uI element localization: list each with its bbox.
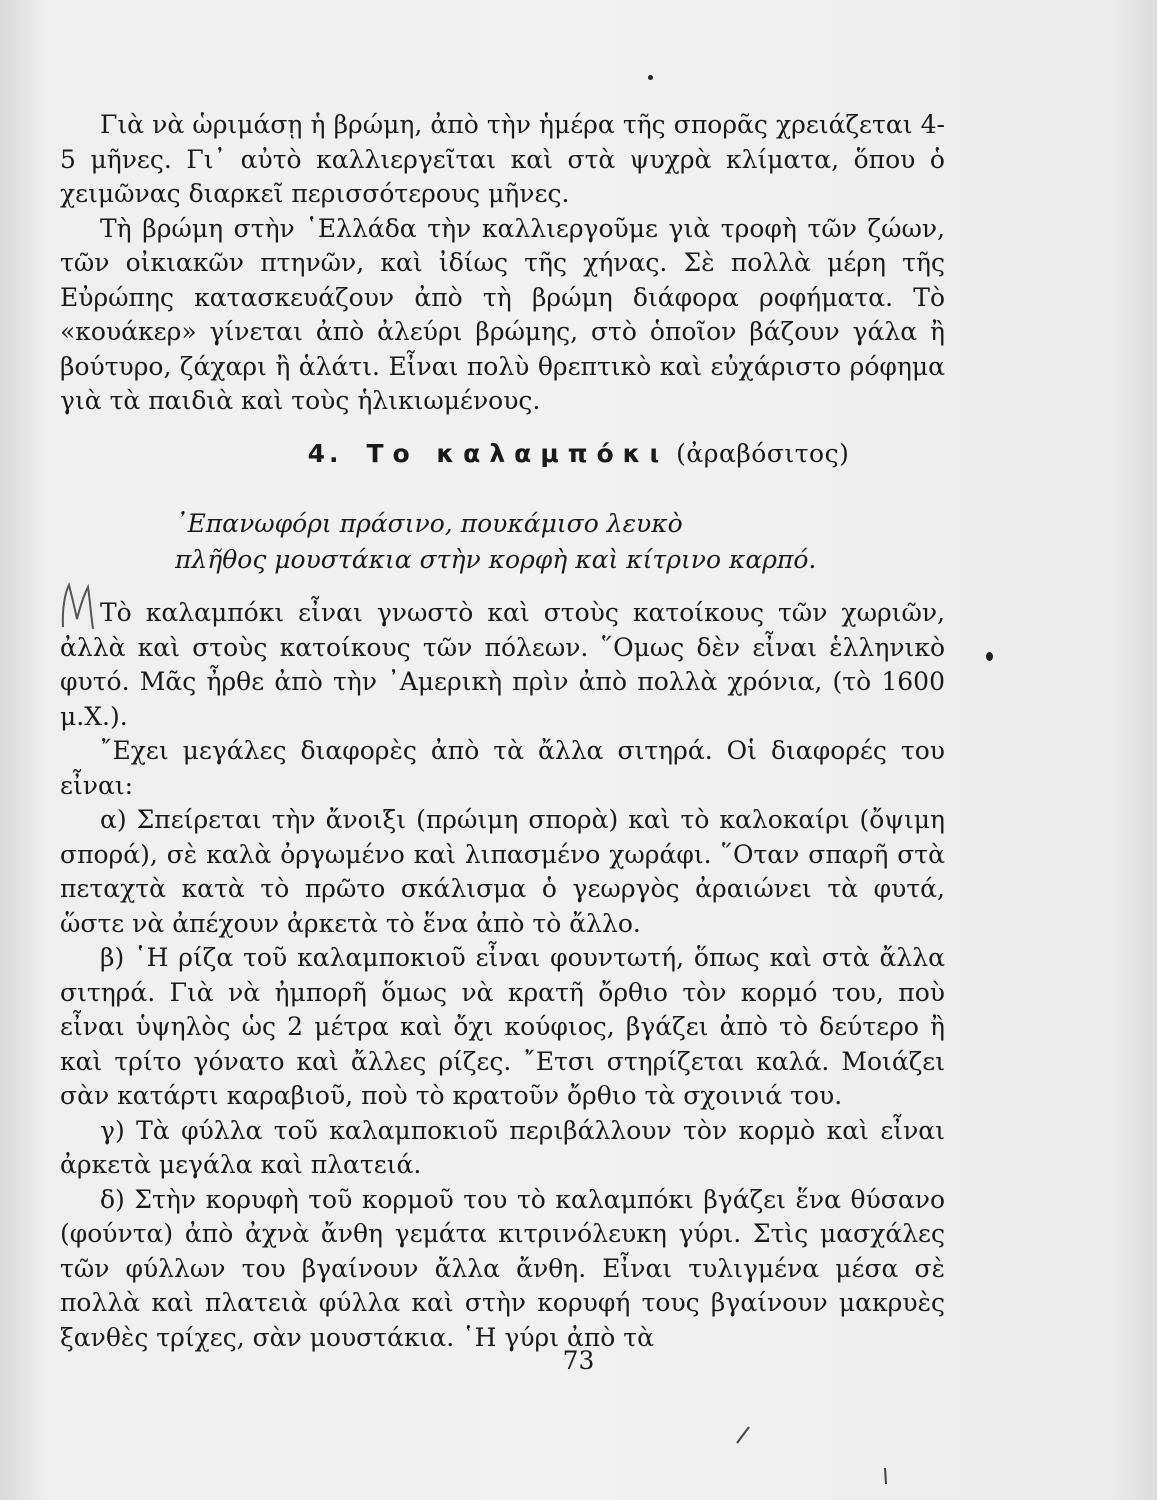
pencil-tick-icon: [880, 1466, 890, 1486]
paragraph: ῎Εχει μεγάλες διαφορὲς ἀπὸ τὰ ἄλλα σιτηρά. Οἱ διαφορές του εἶναι:: [60, 736, 945, 800]
section-title: Το καλαμπόκι: [366, 439, 669, 468]
intro-text: [60, 108, 945, 419]
paragraph: Τὸ καλαμπόκι εἶναι γνωστὸ καὶ στοὺς κατοίκους τῶν χωριῶν, ἀλλὰ καὶ στοὺς κατοίκους τῶν πόλεων. ῞Ομως δὲν εἶναι ἑλληνικὸ φυτό. Μᾶς ἦρθε ἀπὸ τὴν ᾿Αμερικὴ πρὶν ἀπὸ πολλὰ χρόνια, (τὸ 1600 μ.Χ.).: [60, 598, 945, 731]
paragraph: α) Σπείρεται τὴν ἄνοιξι (πρώιμη σπορὰ) καὶ τὸ καλοκαίρι (ὄψιμη σπορά), σὲ καλὰ ὀργωμένο καὶ λιπασμένο χωράφι. ῞Οταν σπαρῆ στὰ πεταχτὰ κατὰ τὸ πρῶτο σκάλισμα ὁ γεωργὸς ἀραιώνει τὰ φυτά, ὥστε νὰ ἀπέχουν ἀρκετὰ τὸ ἕνα ἀπὸ τὸ ἄλλο.: [60, 805, 945, 938]
paragraph: β) ῾Η ρίζα τοῦ καλαμποκιοῦ εἶναι φουντωτή, ὅπως καὶ στὰ ἄλλα σιτηρά. Γιὰ νὰ ἠμπορῆ ὅμως νὰ κρατῆ ὄρθιο τὸν κορμό του, ποὺ εἶναι ὑψηλὸς ὡς 2 μέτρα καὶ ὄχι κούφιος, βγάζει ἀπὸ τὸ δεύτερο ἢ καὶ τρίτο γόνατο καὶ ἄλλες ρίζες. ῎Ετσι στηρίζεται καλά. Μοιάζει σὰν κατάρτι καραβιοῦ, ποὺ τὸ κρατοῦν ὄρθιο τὰ σχοινιά του.: [60, 943, 945, 1110]
speck-mark: [986, 652, 993, 661]
paragraph: γ) Τὰ φύλλα τοῦ καλαμποκιοῦ περιβάλλουν τὸν κορμὸ καὶ εἶναι ἀρκετὰ μεγάλα καὶ πλατειά.: [60, 1115, 945, 1179]
section-number: 4.: [307, 439, 343, 468]
main-text: [60, 596, 945, 1355]
paragraph: Γιὰ νὰ ὡριμάσῃ ἡ βρώμη, ἀπὸ τὴν ἡμέρα τῆς σπορᾶς χρειάζεται 4-5 μῆνες. Γι᾿ αὐτὸ καλλιεργεῖται καὶ στὰ ψυχρὰ κλίματα, ὅπου ὁ χειμῶνας διαρκεῖ περισσότερους μῆνες.: [60, 110, 945, 208]
speck-mark: [648, 75, 653, 80]
section-heading: [0, 436, 1157, 472]
pencil-tick-icon: [735, 1425, 751, 1445]
section-subtitle: (ἀραβόσιτος): [676, 439, 850, 468]
page-number: 73: [562, 1346, 595, 1375]
paragraph: δ) Στὴν κορυφὴ τοῦ κορμοῦ του τὸ καλαμπόκι βγάζει ἕνα θύσανο (φούντα) ἀπὸ ἀχνὰ ἄνθη γεμάτα κιτρινόλευκη γύρι. Στὶς μασχάλες τῶν φύλλων του βγαίνουν ἄλλα ἄνθη. Εἶναι τυλιγμένα μέσα σὲ πολλὰ καὶ πλατειὰ φύλλα καὶ στὴν κορυφή τους βγαίνουν μακρυὲς ξανθὲς τρίχες, σὰν μουστάκια. ῾Η γύρι ἀπὸ τὰ: [60, 1184, 945, 1352]
verse-line: ᾿Επανωφόρι πράσινο, πουκάμισο λευκὸ: [175, 509, 683, 538]
paragraph: Τὴ βρώμη στὴν ῾Ελλάδα τὴν καλλιεργοῦμε γιὰ τροφὴ τῶν ζώων, τῶν οἰκιακῶν πτηνῶν, καὶ ἰδίως τῆς χήνας. Σὲ πολλὰ μέρη τῆς Εὐρώπης κατασκευάζουν ἀπὸ τὴ βρώμη διάφορα ροφήματα. Τὸ «κουάκερ» γίνεται ἀπὸ ἀλεύρι βρώμης, στὸ ὁποῖον βάζουν γάλα ἢ βούτυρο, ζάχαρι ἢ ἁλάτι. Εἶναι πολὺ θρεπτικὸ καὶ εὐχάριστο ρόφημα γιὰ τὰ παιδιὰ καὶ τοὺς ἡλικιωμένους.: [60, 213, 945, 415]
verse-line: πλῆθος μουστάκια στὴν κορφὴ καὶ κίτρινο καρπό.: [175, 545, 817, 574]
riddle-verse: [175, 506, 935, 578]
